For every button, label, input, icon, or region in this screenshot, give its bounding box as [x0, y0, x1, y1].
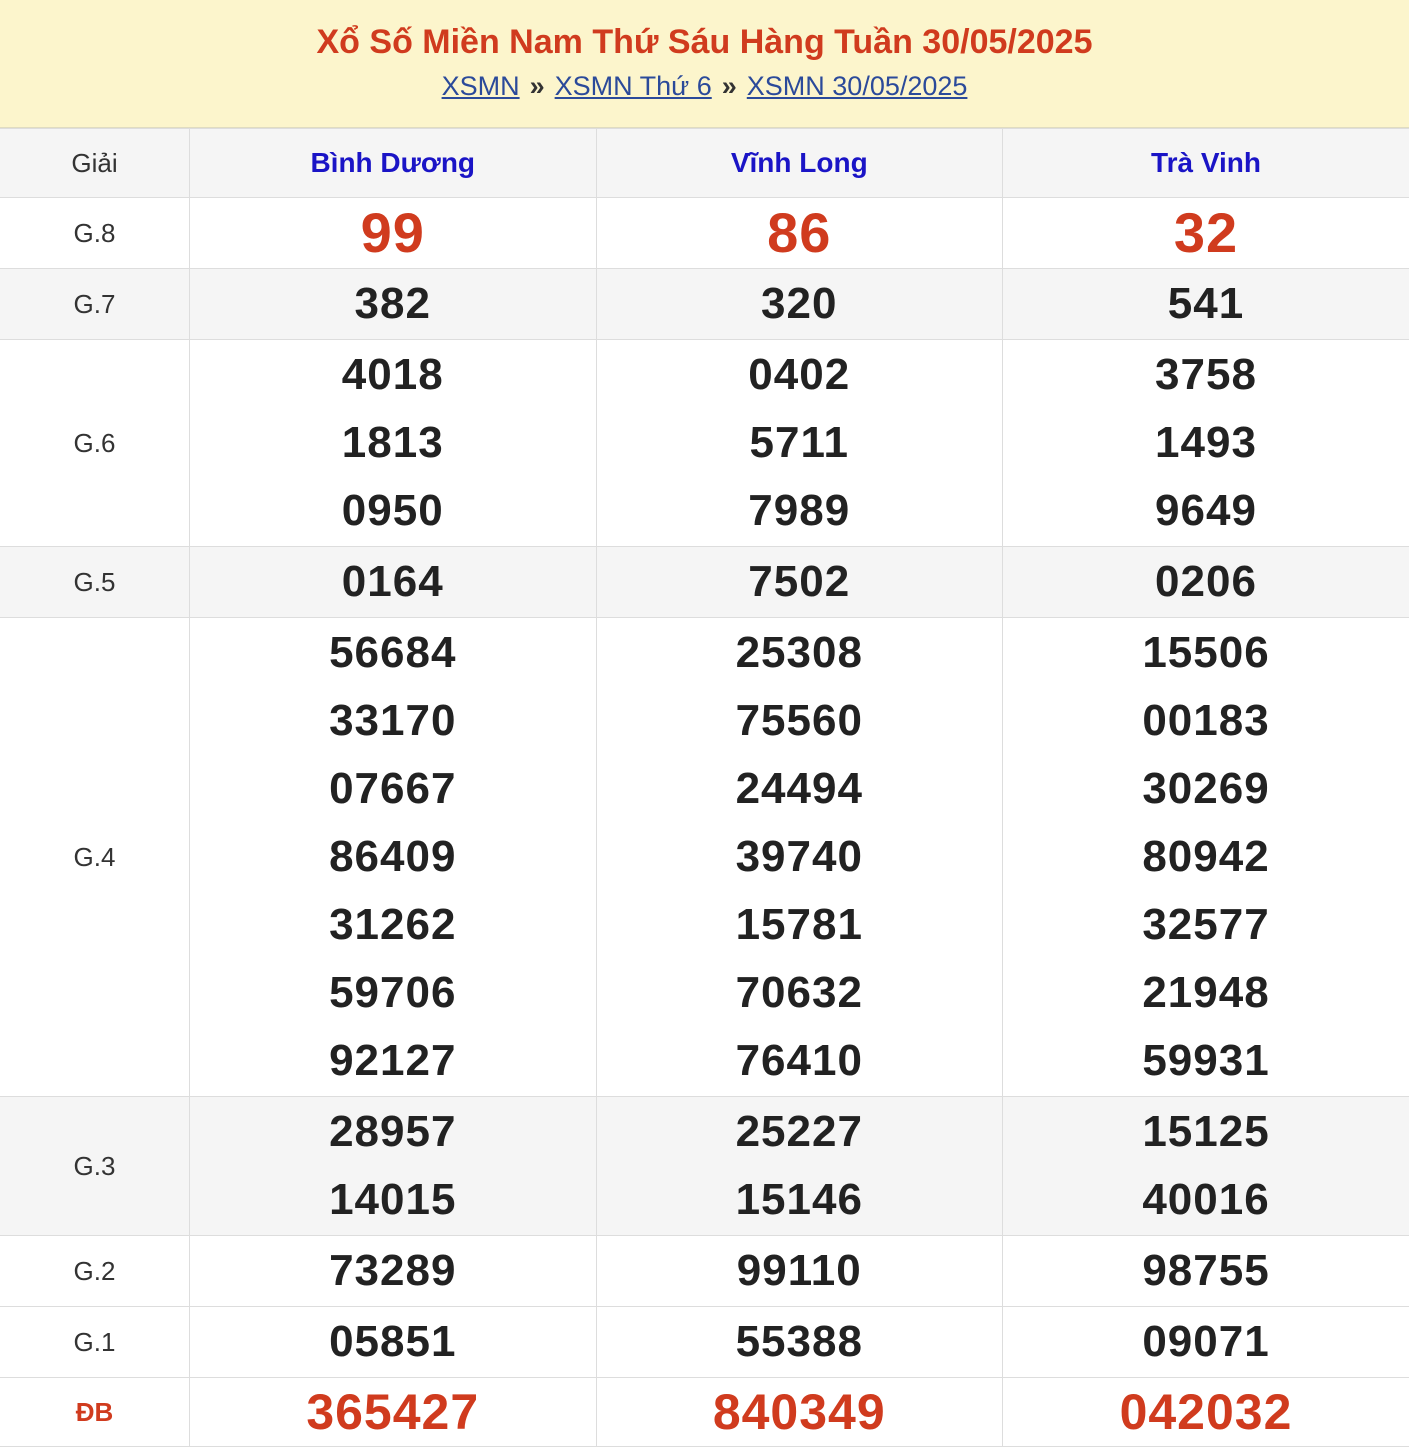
prize-number: 09071	[1003, 1308, 1409, 1376]
prize-label: ĐB	[0, 1378, 190, 1447]
province-binh-duong: Bình Dương	[190, 129, 597, 198]
prize-number: 05851	[190, 1308, 596, 1376]
prize-row	[0, 1097, 1409, 1236]
prize-cell	[1003, 198, 1409, 269]
page-title: Xổ Số Miền Nam Thứ Sáu Hàng Tuần 30/05/2025	[0, 0, 1409, 62]
prize-number: 042032	[1003, 1378, 1409, 1446]
prize-cell	[190, 198, 597, 269]
prize-number: 33170	[190, 687, 596, 755]
prize-cell	[1003, 269, 1409, 340]
prize-label: G.1	[0, 1307, 190, 1378]
prize-number: 541	[1003, 270, 1409, 338]
prize-number: 1493	[1003, 409, 1409, 477]
prize-cell	[190, 1378, 597, 1447]
prize-number: 31262	[190, 891, 596, 959]
prize-cell	[190, 1097, 597, 1236]
prize-number: 30269	[1003, 755, 1409, 823]
prize-cell	[190, 1307, 597, 1378]
prize-label: G.2	[0, 1236, 190, 1307]
prize-number: 92127	[190, 1027, 596, 1095]
prize-cell	[190, 547, 597, 618]
prize-cell	[1003, 1378, 1409, 1447]
prize-number: 24494	[597, 755, 1003, 823]
prize-number: 73289	[190, 1237, 596, 1305]
prize-number: 28957	[190, 1098, 596, 1166]
prize-number: 56684	[190, 619, 596, 687]
prize-number: 840349	[597, 1378, 1003, 1446]
prize-cell	[596, 340, 1003, 547]
prize-cell	[596, 1307, 1003, 1378]
prize-cell	[596, 1236, 1003, 1307]
prize-number: 32577	[1003, 891, 1409, 959]
prize-label: G.3	[0, 1097, 190, 1236]
prize-number: 15146	[597, 1166, 1003, 1234]
prize-label: G.4	[0, 618, 190, 1097]
prize-cell	[596, 1378, 1003, 1447]
giai-header: Giải	[0, 129, 190, 198]
prize-number: 59931	[1003, 1027, 1409, 1095]
prize-cell	[1003, 1236, 1409, 1307]
prize-cell	[1003, 618, 1409, 1097]
prize-label: G.6	[0, 340, 190, 547]
prize-number: 3758	[1003, 341, 1409, 409]
prize-cell	[1003, 340, 1409, 547]
breadcrumb-separator: »	[520, 71, 555, 101]
prize-cell	[190, 269, 597, 340]
prize-rows	[0, 198, 1409, 1447]
prize-number: 59706	[190, 959, 596, 1027]
prize-number: 7502	[597, 548, 1003, 616]
results-table	[0, 128, 1409, 1447]
prize-row	[0, 1378, 1409, 1447]
prize-number: 9649	[1003, 477, 1409, 545]
prize-label: G.5	[0, 547, 190, 618]
prize-number: 7989	[597, 477, 1003, 545]
prize-number: 0950	[190, 477, 596, 545]
prize-number: 21948	[1003, 959, 1409, 1027]
breadcrumb-link-xsmn-thu6[interactable]: XSMN Thứ 6	[555, 71, 712, 101]
prize-cell	[596, 547, 1003, 618]
prize-number: 1813	[190, 409, 596, 477]
province-vinh-long: Vĩnh Long	[596, 129, 1003, 198]
prize-number: 320	[597, 270, 1003, 338]
prize-number: 55388	[597, 1308, 1003, 1376]
table-header-row	[0, 129, 1409, 198]
prize-number: 80942	[1003, 823, 1409, 891]
prize-number: 99110	[597, 1237, 1003, 1305]
page-header	[0, 0, 1409, 128]
prize-number: 0402	[597, 341, 1003, 409]
prize-number: 76410	[597, 1027, 1003, 1095]
prize-cell	[190, 1236, 597, 1307]
prize-number: 99	[190, 199, 596, 267]
prize-cell	[1003, 547, 1409, 618]
prize-number: 98755	[1003, 1237, 1409, 1305]
prize-row	[0, 1307, 1409, 1378]
prize-number: 25308	[597, 619, 1003, 687]
prize-row	[0, 547, 1409, 618]
prize-number: 39740	[597, 823, 1003, 891]
prize-number: 32	[1003, 199, 1409, 267]
prize-number: 70632	[597, 959, 1003, 1027]
prize-label: G.7	[0, 269, 190, 340]
prize-cell	[190, 340, 597, 547]
prize-number: 0164	[190, 548, 596, 616]
prize-cell	[1003, 1307, 1409, 1378]
prize-number: 15781	[597, 891, 1003, 959]
prize-number: 40016	[1003, 1166, 1409, 1234]
prize-number: 86409	[190, 823, 596, 891]
breadcrumb-link-xsmn-date[interactable]: XSMN 30/05/2025	[747, 71, 968, 101]
prize-cell	[596, 1097, 1003, 1236]
prize-number: 25227	[597, 1098, 1003, 1166]
prize-number: 07667	[190, 755, 596, 823]
prize-cell	[596, 198, 1003, 269]
prize-number: 15125	[1003, 1098, 1409, 1166]
prize-number: 0206	[1003, 548, 1409, 616]
prize-number: 4018	[190, 341, 596, 409]
prize-row	[0, 340, 1409, 547]
prize-number: 15506	[1003, 619, 1409, 687]
prize-cell	[596, 269, 1003, 340]
province-tra-vinh: Trà Vinh	[1003, 129, 1409, 198]
prize-cell	[1003, 1097, 1409, 1236]
prize-number: 75560	[597, 687, 1003, 755]
prize-cell	[190, 618, 597, 1097]
prize-row	[0, 198, 1409, 269]
breadcrumb-link-xsmn[interactable]: XSMN	[442, 71, 520, 101]
prize-row	[0, 269, 1409, 340]
prize-number: 14015	[190, 1166, 596, 1234]
breadcrumb	[0, 70, 1409, 102]
prize-row	[0, 618, 1409, 1097]
prize-number: 00183	[1003, 687, 1409, 755]
prize-row	[0, 1236, 1409, 1307]
prize-number: 365427	[190, 1378, 596, 1446]
prize-number: 86	[597, 199, 1003, 267]
breadcrumb-separator: »	[712, 71, 747, 101]
prize-label: G.8	[0, 198, 190, 269]
prize-cell	[596, 618, 1003, 1097]
prize-number: 5711	[597, 409, 1003, 477]
prize-number: 382	[190, 270, 596, 338]
